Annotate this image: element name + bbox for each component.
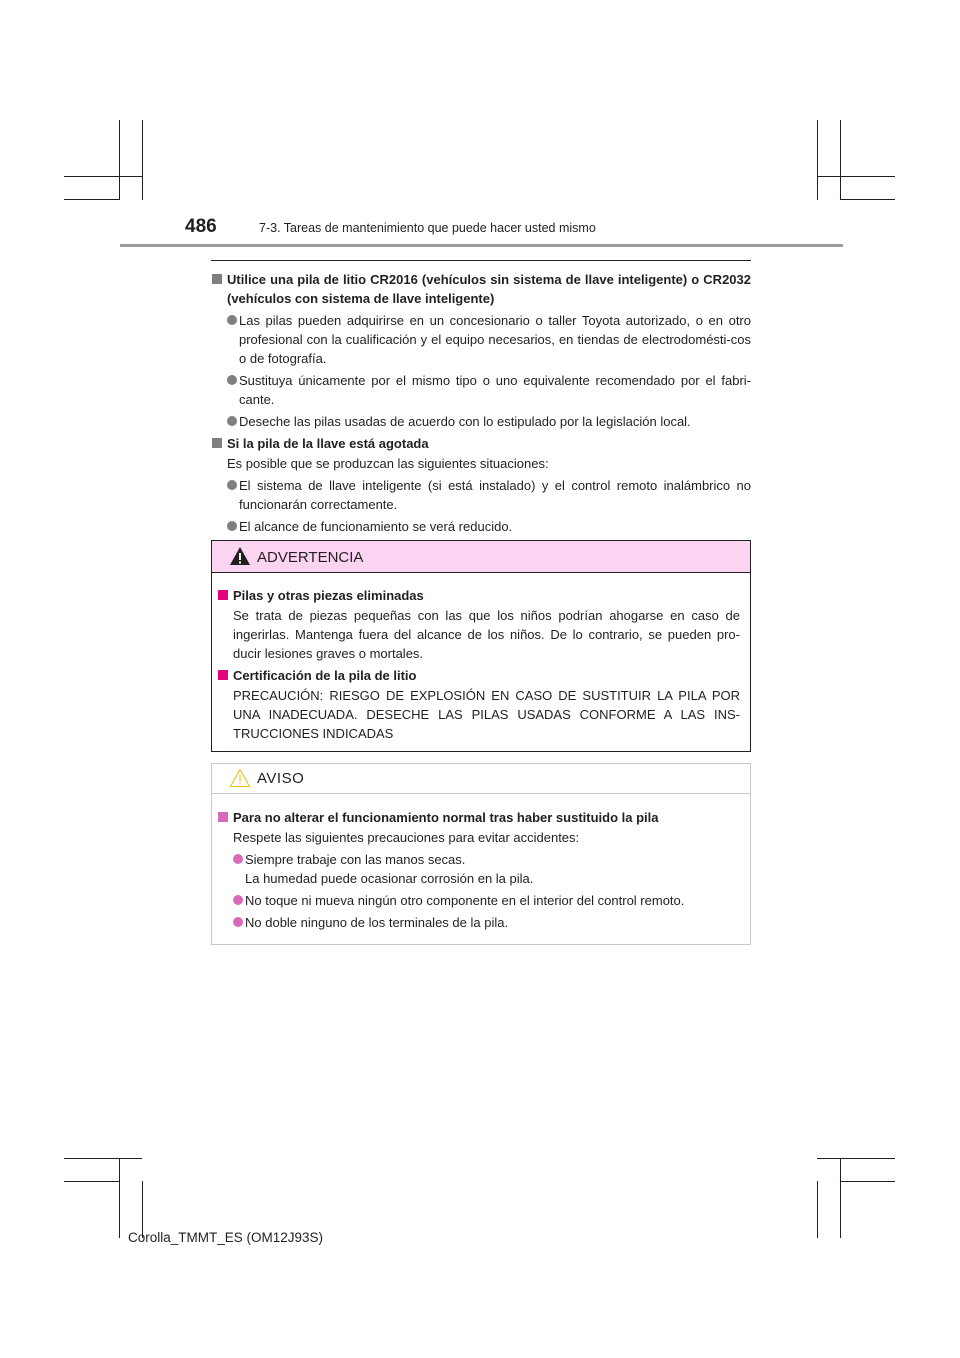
notice-body: [212, 794, 750, 932]
warning-body: [212, 573, 750, 743]
square-bullet-icon: [218, 670, 228, 680]
crop-mark: [119, 1158, 120, 1238]
warning-header: [212, 541, 750, 573]
heading-text: Pilas y otras piezas eliminadas: [233, 588, 424, 603]
warning-heading: [217, 586, 740, 605]
crop-mark: [119, 120, 120, 200]
list-item-text: El sistema de llave inteligente (si está instalado) y el control remoto inalámbrico no funcionarán correctamente.: [239, 478, 751, 512]
warning-paragraph: PRECAUCIÓN: RIESGO DE EXPLOSIÓN EN CASO DE SUSTITUIR LA PILA POR UNA INADECUADA. DESECHE LAS PILAS USADAS CONFORME A LAS INS-TRUCCIONES INDICADAS: [233, 688, 740, 741]
round-bullet-icon: [233, 854, 243, 864]
list-item: [211, 371, 751, 409]
main-content: [211, 268, 751, 536]
notice-heading: [217, 808, 740, 827]
round-bullet-icon: [233, 917, 243, 927]
notice-title: AVISO: [257, 770, 305, 787]
crop-mark: [64, 176, 142, 177]
list-item: [211, 476, 751, 514]
notice-paragraph: Respete las siguientes precauciones para evitar accidentes:: [233, 830, 580, 845]
page-number: 486: [185, 216, 217, 237]
footer-document-code: Corolla_TMMT_ES (OM12J93S): [128, 1230, 324, 1245]
list-item-text: Deseche las pilas usadas de acuerdo con lo estipulado por la legislación local.: [239, 414, 691, 429]
list-item-text: No doble ninguno de los terminales de la pila.: [245, 915, 509, 930]
list-item-text: Las pilas pueden adquirirse en un concesionario o taller Toyota autorizado, o en otro profesional con la cualificación y el equipo necesarios, en tiendas de electrodomésti-cos o de fotografía.: [239, 313, 751, 366]
list-item: [217, 850, 740, 888]
heading-text: Certificación de la pila de litio: [233, 668, 417, 683]
list-item: [211, 517, 751, 536]
list-item-text: Siempre trabaje con las manos secas.: [245, 852, 466, 867]
round-bullet-icon: [227, 416, 237, 426]
list-item: [211, 412, 751, 431]
header-divider: [120, 244, 843, 247]
warning-triangle-icon: [229, 546, 251, 566]
list-item-text: No toque ni mueva ningún otro componente en el interior del control remoto.: [245, 893, 685, 908]
list-item-text: El alcance de funcionamiento se verá reducido.: [239, 519, 513, 534]
heading-text: Para no alterar el funcionamiento normal tras haber sustituido la pila: [233, 810, 659, 825]
list-item: [217, 913, 740, 932]
warning-paragraph: Se trata de piezas pequeñas con las que los niños podrían ahogarse en caso de ingerirlas. Mantenga fuera del alcance de los niños. De lo contrario, se pueden pro-ducir lesiones graves o mortales.: [233, 608, 740, 661]
section-heading: [211, 434, 751, 453]
section-title: 7-3. Tareas de mantenimiento que puede hacer usted mismo: [259, 221, 596, 235]
list-item: [211, 311, 751, 368]
crop-mark: [64, 1158, 142, 1159]
list-item-text: La humedad puede ocasionar corrosión en la pila.: [245, 871, 534, 886]
warning-box: [211, 540, 751, 752]
square-bullet-icon: [218, 812, 228, 822]
crop-mark: [840, 120, 841, 200]
content-top-divider: [211, 260, 751, 261]
heading-text: Si la pila de la llave está agotada: [227, 436, 429, 451]
crop-mark: [840, 1158, 841, 1238]
square-bullet-icon: [212, 438, 222, 448]
paragraph: Es posible que se produzcan las siguientes situaciones:: [227, 456, 549, 471]
square-bullet-icon: [212, 274, 222, 284]
crop-mark: [817, 120, 818, 200]
notice-header: [212, 764, 750, 794]
section-heading: [211, 270, 751, 308]
crop-mark: [817, 1181, 818, 1238]
heading-text: Utilice una pila de litio CR2016 (vehículos sin sistema de llave inteligente) o CR2032 (vehículos con sistema de llave inteligente): [227, 272, 751, 306]
crop-mark: [64, 199, 119, 200]
round-bullet-icon: [227, 315, 237, 325]
crop-mark: [817, 176, 895, 177]
round-bullet-icon: [227, 480, 237, 490]
warning-title: ADVERTENCIA: [257, 549, 364, 566]
list-item-text: Sustituya únicamente por el mismo tipo o uno equivalente recomendado por el fabri-cante.: [239, 373, 751, 407]
list-item: [217, 891, 740, 910]
crop-mark: [142, 120, 143, 200]
round-bullet-icon: [227, 521, 237, 531]
square-bullet-icon: [218, 590, 228, 600]
crop-mark: [64, 1181, 119, 1182]
caution-triangle-icon: [229, 768, 251, 788]
crop-mark: [817, 1158, 895, 1159]
crop-mark: [840, 199, 895, 200]
warning-heading: [217, 666, 740, 685]
crop-mark: [840, 1181, 895, 1182]
notice-box: [211, 763, 751, 945]
round-bullet-icon: [233, 895, 243, 905]
round-bullet-icon: [227, 375, 237, 385]
